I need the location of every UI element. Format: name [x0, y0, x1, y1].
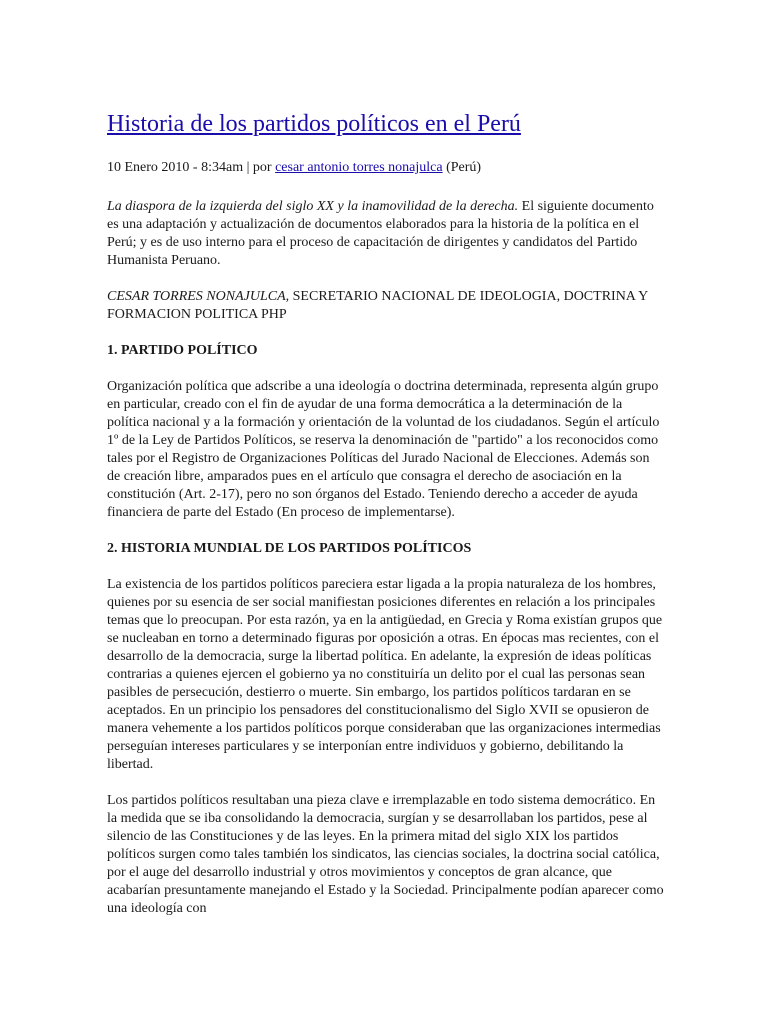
signature-name: CESAR TORRES NONAJULCA, — [107, 289, 290, 304]
signature-role: SECRETARIO NACIONAL DE IDEOLOGIA, DOCTRINA Y FORMACION POLITICA PHP — [107, 289, 648, 322]
section-2-heading: 2. HISTORIA MUNDIAL DE LOS PARTIDOS POLÍTICOS — [107, 541, 472, 556]
section-2-paragraph-2: Los partidos políticos resultaban una pieza clave e irremplazable en todo sistema democrático. En la medida que se iba consolidando la democracia, surgían y se desarrollaban los partidos, pese al silencio de las Constituciones y de las leyes. En la primera mitad del siglo XIX los partidos políticos surgen como tales también los sindicatos, las ciencias sociales, la doctrina social católica, por el auge del desarrollo industrial y otros movimientos y conceptos de gran alcance, que acabarían presuntamente manejando el Estado y la Sociedad. Principalmente podían aparecer como una ideología con — [107, 793, 664, 916]
intro-paragraph — [107, 198, 665, 270]
section-1-paragraph: Organización política que adscribe a una ideología o doctrina determinada, representa algún grupo en particular, creado con el fin de ayudar de una forma democrática a la determinación de la política nacional y a la formación y orientación de la voluntad de los ciudadanos. Según el artículo 1º de la Ley de Partidos Políticos, se reserva la denominación de "partido" a los reconocidos como tales por el Registro de Organizaciones Políticas del Jurado Nacional de Elecciones. Además son de creación libre, amparados pues en el artículo que consagra el derecho de asociación en la constitución (Art. 2-17), pero no son órganos del Estado. Teniendo derecho a acceder de ayuda financiera de parte del Estado (En proceso de implementarse). — [107, 379, 660, 520]
section-1-heading: 1. PARTIDO POLÍTICO — [107, 343, 258, 358]
author-link[interactable]: cesar antonio torres nonajulca — [275, 160, 443, 175]
intro-italic: La diaspora de la izquierda del siglo XX y la inamovilidad de la derecha. — [107, 199, 519, 214]
post-date: 10 Enero 2010 - 8:34am | por — [107, 160, 276, 175]
article — [107, 108, 665, 936]
post-meta — [107, 159, 665, 177]
signature-paragraph — [107, 288, 665, 324]
page-title — [107, 108, 665, 140]
section-2-paragraph-1: La existencia de los partidos políticos pareciera estar ligada a la propia naturaleza de los hombres, quienes por su esencia de ser social manifiestan posiciones diferentes en relación a los principales temas que lo preocupan. Por esta razón, ya en la antigüedad, en Grecia y Roma existían grupos que se nucleaban en torno a determinado figuras por oposición a otras. En épocas mas recientes, con el desarrollo de la democracia, surge la libertad política. En adelante, la expresión de ideas políticas contrarias a quienes ejercen el gobierno ya no constituiría un delito por el cual las personas sean pasibles de persecución, destierro o muerte. Sin embargo, los partidos políticos tardaran en se aceptados. En un principio los pensadores del constitucionalismo del Siglo XVII se opusieron de manera vehemente a los partidos políticos porque consideraban que las organizaciones intermedias perseguían intereses particulares y se interponían entre individuos y gobierno, debilitando la libertad. — [107, 577, 663, 772]
title-link[interactable]: Historia de los partidos políticos en el Perú — [107, 111, 521, 137]
author-country: (Perú) — [442, 160, 482, 175]
intro-text: El siguiente documento es una adaptación y actualización de documentos elaborados para la historia de la política en el Perú; y es de uso interno para el proceso de capacitación de dirigentes y candidatos del Partido Humanista Peruano. — [107, 199, 654, 268]
